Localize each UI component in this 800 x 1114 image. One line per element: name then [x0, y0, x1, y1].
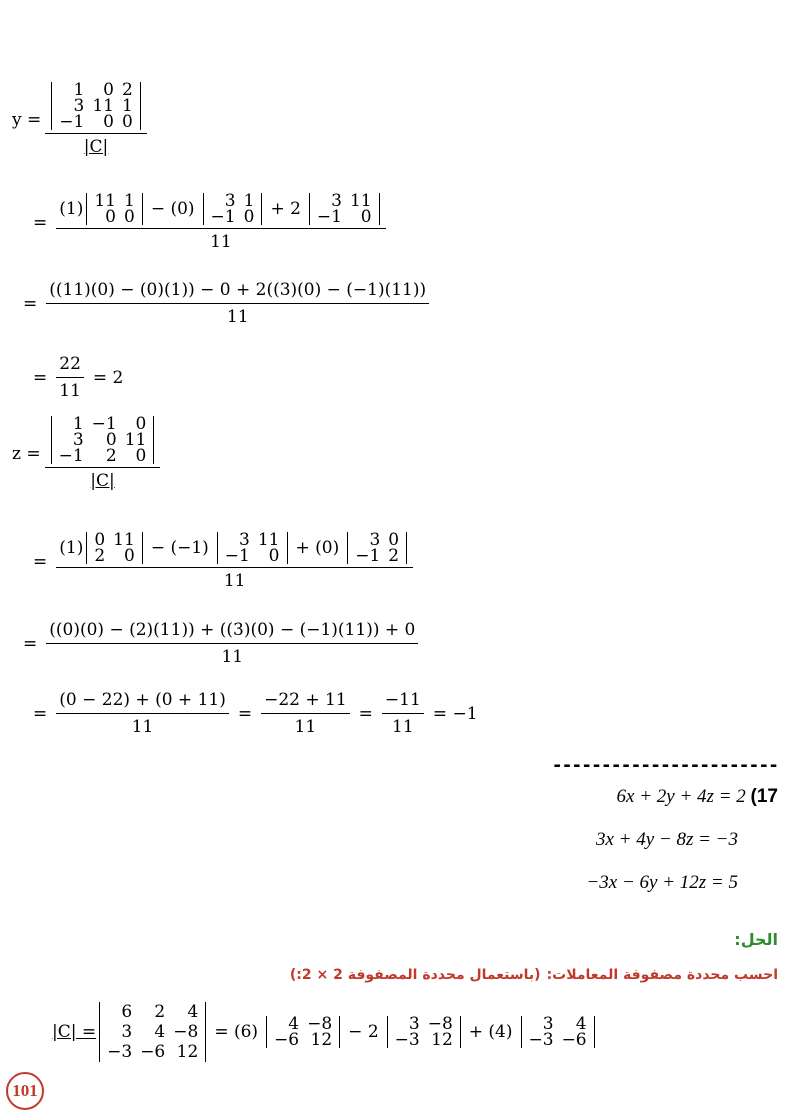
minor-matrix	[86, 532, 142, 564]
cell: 0	[388, 530, 400, 550]
cell: −1	[59, 112, 85, 132]
cell: 1	[123, 191, 135, 211]
minor-matrix	[309, 193, 380, 225]
y-matrix	[51, 82, 141, 130]
numerator: −11	[382, 690, 424, 714]
cell: 0	[135, 414, 147, 434]
cell: 0	[268, 546, 280, 566]
cell: 11	[113, 530, 135, 550]
cell: 2	[121, 80, 133, 100]
cell: 0	[103, 80, 114, 100]
cell: −3	[528, 1030, 554, 1050]
cell: 3	[72, 430, 84, 450]
y-denominator: |C|	[83, 137, 109, 157]
operator: − (−1)	[150, 538, 209, 558]
z-fraction	[45, 416, 161, 491]
cell: −1	[58, 446, 84, 466]
denominator: 11	[131, 717, 154, 737]
cell: 11	[94, 191, 116, 211]
cell: 0	[123, 546, 135, 566]
y-result-step: = $\frac{22}{11}$ = 2	[33, 354, 124, 401]
z-lhs: z =	[12, 443, 41, 464]
y-lhs: y =	[12, 109, 42, 130]
cell: 2	[105, 446, 117, 466]
denominator: 11	[226, 307, 249, 327]
problem-number: (17	[750, 786, 778, 807]
problem-equation-2: 3x + 4y − 8z = −3	[595, 829, 738, 850]
denominator: 11	[221, 647, 244, 667]
minor-matrix	[387, 1016, 461, 1048]
cell: 0	[121, 112, 133, 132]
cell: 0	[360, 207, 372, 227]
cell: 1	[73, 80, 85, 100]
cell: 3	[224, 191, 236, 211]
cell: 0	[123, 207, 135, 227]
cell: 0	[105, 430, 117, 450]
operator: = (6)	[214, 1022, 259, 1042]
minor-matrix	[266, 1016, 340, 1048]
minor-matrix	[347, 532, 407, 564]
operator: + (4)	[468, 1022, 513, 1042]
equation: 6x + 2y + 4z = 2	[616, 786, 746, 807]
problem-equation-1	[617, 786, 778, 808]
c-determinant-expansion	[52, 1002, 598, 1062]
cell: 3	[239, 530, 250, 550]
numerator: 22	[56, 354, 84, 378]
cell: 0	[135, 446, 147, 466]
cell: 3	[73, 96, 85, 116]
cell: 4	[187, 1002, 199, 1022]
cell: 2	[154, 1002, 166, 1022]
cell: 4	[575, 1014, 587, 1034]
cell: −1	[224, 546, 250, 566]
cell: −3	[394, 1030, 420, 1050]
cell: 1	[121, 96, 133, 116]
operator: + 2	[270, 199, 301, 219]
cell: −6	[561, 1030, 587, 1050]
cell: −1	[316, 207, 342, 227]
minor-matrix	[86, 193, 142, 225]
denominator: 11	[392, 717, 414, 737]
coefficient: (1)	[59, 538, 84, 558]
numerator: (0 − 22) + (0 + 11)	[56, 690, 229, 714]
operator: − 2	[348, 1022, 379, 1042]
cell: 0	[105, 207, 116, 227]
cell: 0	[103, 112, 114, 132]
cell: 2	[94, 546, 106, 566]
cell: −1	[355, 546, 381, 566]
cell: 11	[257, 530, 280, 550]
denominator: 11	[294, 717, 317, 737]
z-expansion-step: = (1) 0 11 2 0 − (−1) 3 11 −1 0 + (0) 3 0 −1 2 11	[28, 532, 417, 591]
y-arithmetic-step: = $\frac{((11)(0) - (0)(1)) - 0 + 2((3)(0) - (-1)(11))}{11}$	[18, 280, 433, 327]
cell: 1	[243, 191, 255, 211]
cell: 12	[176, 1042, 199, 1062]
problem-equation-3: −3x − 6y + 12z = 5	[586, 872, 738, 893]
cell: −8	[427, 1014, 453, 1034]
c-matrix	[99, 1002, 206, 1062]
y-fraction	[45, 82, 147, 157]
numerator: ((0)(0) − (2)(11)) + ((3)(0) − (−1)(11)) + 0	[46, 620, 418, 644]
operator: + (0)	[295, 538, 340, 558]
cell: 3	[408, 1014, 420, 1034]
z-denominator: |C|	[90, 471, 115, 491]
numerator: ((11)(0) − (0)(1)) − 0 + 2((3)(0) − (−1)(11))	[46, 280, 429, 304]
denominator: 11	[210, 232, 232, 252]
cell: −1	[91, 414, 117, 434]
cell: 4	[288, 1014, 300, 1034]
denominator: 11	[59, 381, 81, 401]
cell: 3	[369, 530, 381, 550]
cell: 11	[124, 430, 147, 450]
minor-matrix	[203, 193, 263, 225]
cell: −6	[274, 1030, 300, 1050]
z-matrix	[51, 416, 155, 464]
minor-matrix	[217, 532, 288, 564]
cell: 0	[94, 530, 106, 550]
y-determinant-formula	[12, 82, 151, 157]
y-result: = 2	[92, 367, 124, 388]
minor-matrix	[521, 1016, 595, 1048]
cell: 2	[388, 546, 400, 566]
c-lhs: |C| =	[52, 1022, 97, 1042]
cell: 0	[243, 207, 255, 227]
z-arithmetic-step: = $\frac{((0)(0) - (2)(11)) + ((3)(0) - (-1)(11)) + 0}{11}$	[18, 620, 422, 667]
cell: 3	[331, 191, 342, 211]
z-result: = −1	[432, 703, 478, 724]
cell: 11	[92, 96, 114, 116]
cell: −3	[107, 1042, 133, 1062]
numerator: −22 + 11	[261, 690, 350, 714]
cell: 3	[542, 1014, 554, 1034]
cell: −8	[307, 1014, 333, 1034]
cell: 6	[121, 1002, 133, 1022]
cell: 3	[121, 1022, 133, 1042]
solution-heading: الحل:	[734, 930, 778, 949]
cell: 4	[154, 1022, 166, 1042]
coefficient: (1)	[59, 199, 84, 219]
denominator: 11	[223, 571, 246, 591]
page-number-badge: 101	[6, 1072, 44, 1110]
z-result-step: = $\frac{(0 - 22) + (0 + 11)}{11}$ = $\frac{-22 + 11}{11}$ = $\frac{-11}{11}$ = −1	[33, 690, 478, 737]
instruction-line	[290, 967, 778, 983]
section-separator: -----------------------	[551, 755, 778, 776]
z-determinant-formula	[12, 416, 164, 491]
cell: −1	[210, 207, 236, 227]
cell: 12	[310, 1030, 333, 1050]
cell: 12	[431, 1030, 453, 1050]
operator: − (0)	[150, 199, 195, 219]
instruction-prefix: احسب محددة مصفوفة المعاملات:	[546, 967, 778, 983]
y-expansion-step: = (1) 11 1 0 0 − (0) 3 1 −1 0 + 2 3 11 −1 0 11	[28, 193, 390, 252]
cell: −6	[140, 1042, 166, 1062]
cell: −8	[173, 1022, 199, 1042]
cell: 11	[349, 191, 372, 211]
cell: 1	[72, 414, 84, 434]
instruction-detail: (باستعمال محددة المصفوفة 2 × 2:)	[289, 967, 541, 983]
